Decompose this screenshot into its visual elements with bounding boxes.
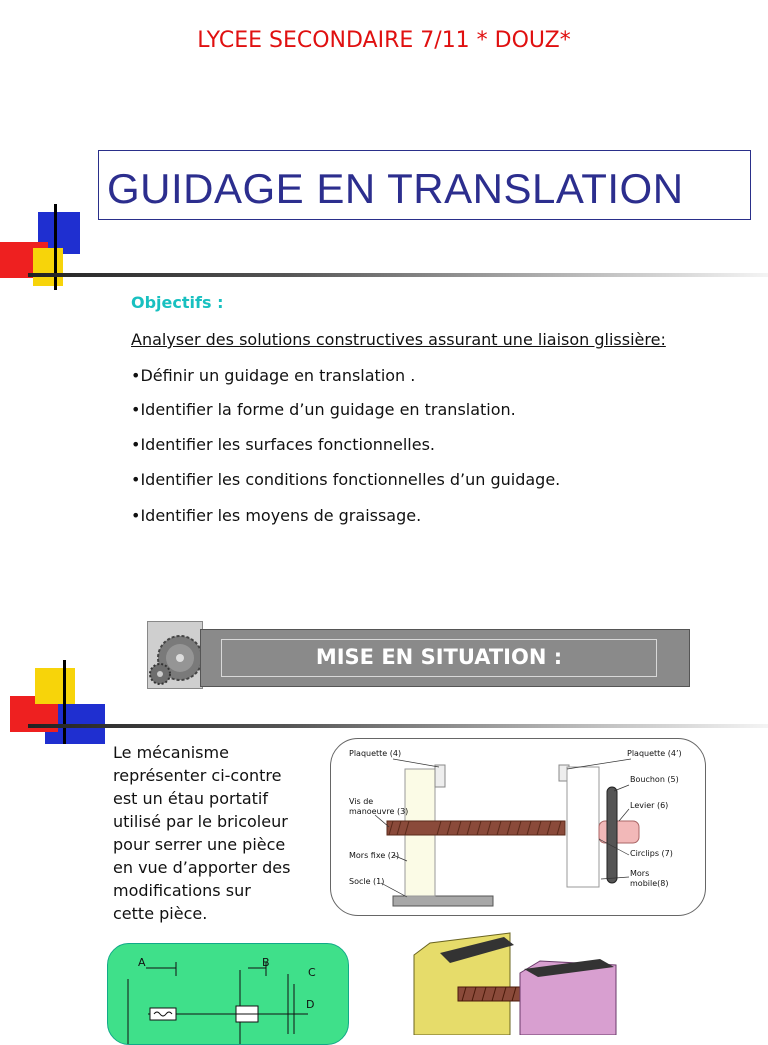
objective-item: •Identifier les surfaces fonctionnelles. bbox=[131, 435, 436, 454]
situation-paragraph bbox=[113, 741, 313, 925]
section-banner bbox=[200, 629, 690, 687]
vise-3d-drawing bbox=[400, 925, 660, 1035]
schema-letter-b: B bbox=[262, 956, 270, 969]
label-plaquette-4: Plaquette (4) bbox=[349, 749, 402, 758]
label-bouchon: Bouchon (5) bbox=[630, 775, 679, 784]
objective-item: •Identifier les moyens de graissage. bbox=[131, 506, 422, 525]
deco-yellow-square bbox=[35, 668, 75, 704]
objective-item: •Identifier les conditions fonctionnelles d’un guidage. bbox=[131, 470, 561, 489]
title-box bbox=[98, 150, 751, 220]
label-mors-mobile: mobile(8) bbox=[630, 879, 669, 888]
schema-letter-c: C bbox=[308, 966, 316, 979]
label-levier: Levier (6) bbox=[630, 801, 669, 810]
section-banner-title: MISE EN SITUATION : bbox=[221, 639, 657, 677]
paragraph-line: pour serrer une pièce bbox=[113, 835, 286, 854]
objective-item: •Identifier la forme d’un guidage en translation. bbox=[131, 400, 516, 419]
label-vis-manoeuvre: manoeuvre (3) bbox=[349, 807, 409, 816]
schema-letter-d: D bbox=[306, 998, 315, 1011]
kinematic-schema bbox=[107, 943, 349, 1045]
deco-vertical-line bbox=[54, 204, 57, 290]
paragraph-line: modifications sur bbox=[113, 881, 251, 900]
vise-drawing bbox=[331, 739, 707, 917]
schema-letter-a: A bbox=[138, 956, 146, 969]
objective-item: •Définir un guidage en translation . bbox=[131, 366, 416, 385]
paragraph-line: représenter ci-contre bbox=[113, 766, 282, 785]
vise-diagram bbox=[330, 738, 706, 916]
paragraph-line: en vue d’apporter des bbox=[113, 858, 291, 877]
paragraph-line: cette pièce. bbox=[113, 904, 208, 923]
deco-yellow-square bbox=[33, 248, 63, 286]
deco-vertical-line bbox=[63, 660, 66, 744]
title-rule bbox=[28, 273, 768, 277]
objectives-intro: Analyser des solutions constructives assurant une liaison glissière: bbox=[131, 330, 666, 349]
page-title: GUIDAGE EN TRANSLATION bbox=[107, 165, 684, 212]
label-mors-fixe: Mors fixe (2) bbox=[349, 851, 400, 860]
label-mors: Mors bbox=[630, 869, 650, 878]
label-vis: Vis de bbox=[349, 797, 374, 806]
section-rule bbox=[28, 724, 768, 728]
objectives-title: Objectifs : bbox=[131, 293, 224, 312]
paragraph-line: Le mécanisme bbox=[113, 743, 229, 762]
school-header: LYCEE SECONDAIRE 7/11 * DOUZ* bbox=[197, 28, 571, 53]
paragraph-line: utilisé par le bricoleur bbox=[113, 812, 288, 831]
vise-3d-illustration bbox=[400, 925, 660, 1035]
label-socle: Socle (1) bbox=[349, 877, 385, 886]
label-plaquette-4-prime: Plaquette (4’) bbox=[627, 749, 682, 758]
label-circlips: Circlips (7) bbox=[630, 849, 673, 858]
paragraph-line: est un étau portatif bbox=[113, 789, 269, 808]
gears-image bbox=[147, 621, 203, 689]
